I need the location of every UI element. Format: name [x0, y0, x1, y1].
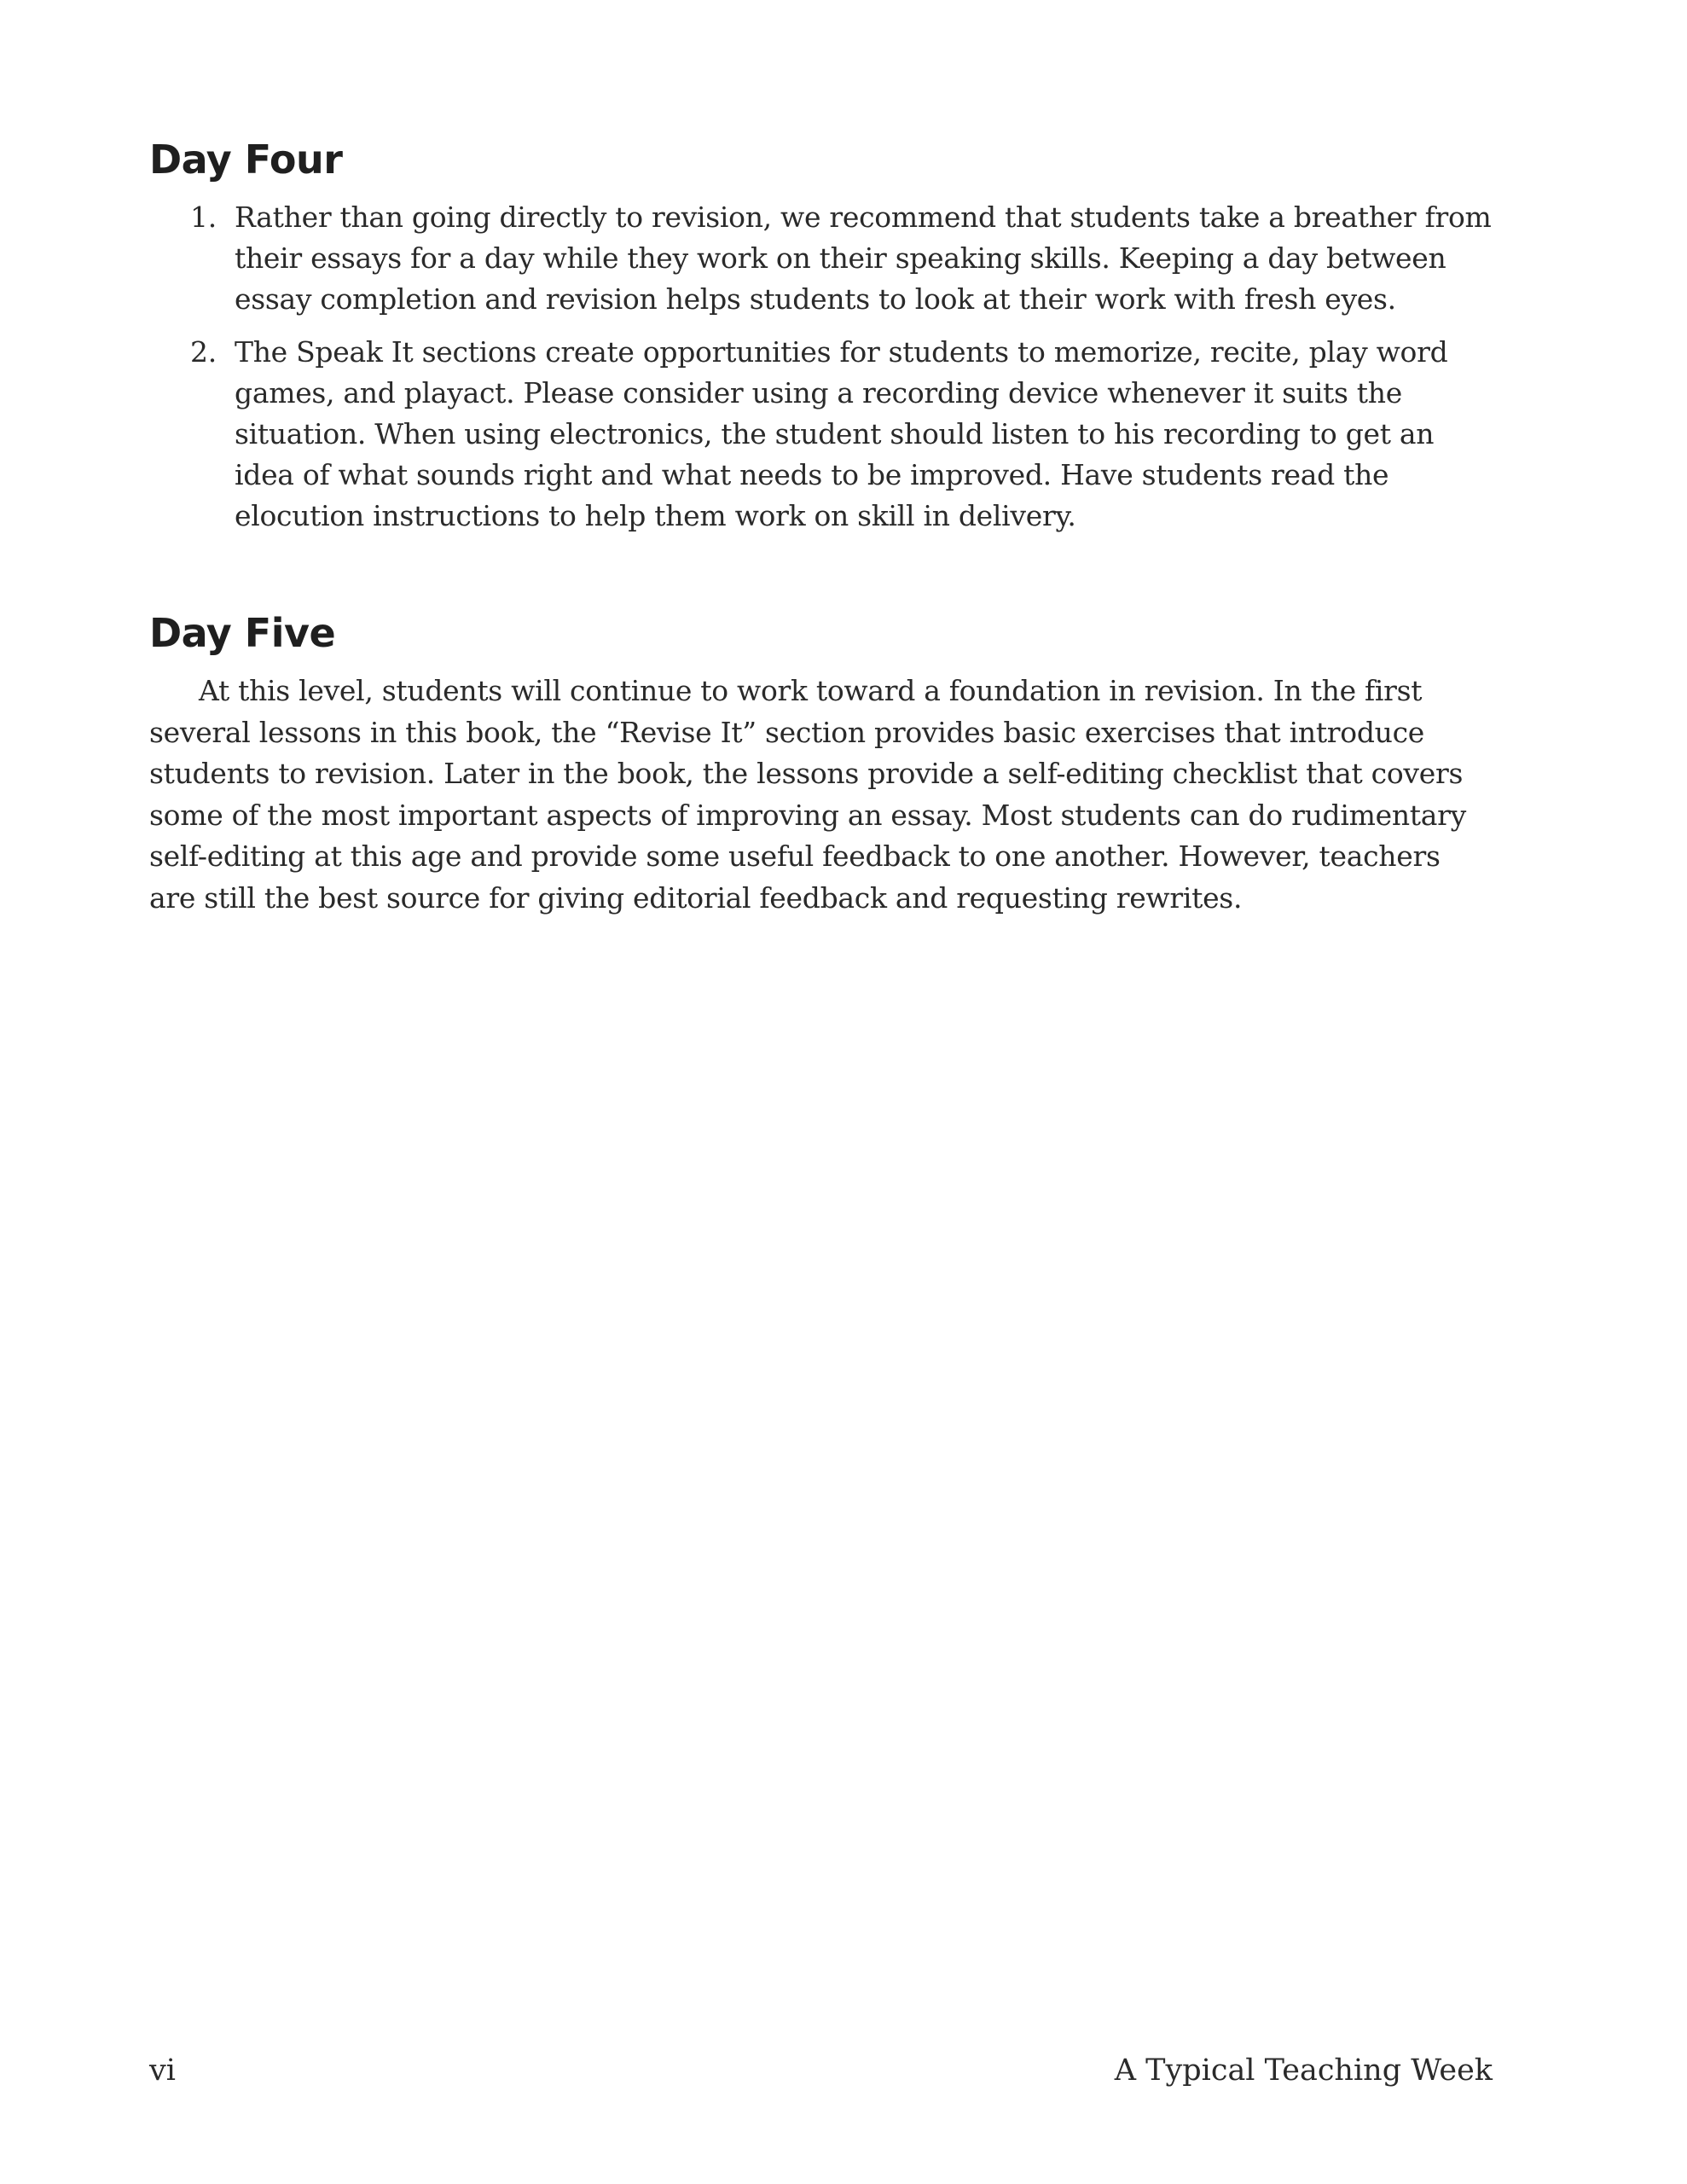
list-item	[190, 332, 1493, 537]
body-paragraph: At this level, students will continue to work toward a foundation in revision. In the first several lessons in this book, the “Revise It” section provides basic exercises that introduce students to revision. Later in the book, the lessons provide a self-editing checklist that covers some of the most important aspects of improving an essay. Most students can do rudimentary self-editing at this age and provide some useful feedback to one another. However, teachers are still the best source for giving editorial feedback and requesting rewrites.	[149, 674, 1466, 915]
list-item-number: 1.	[190, 200, 217, 235]
page-content	[149, 136, 1493, 919]
list-item	[190, 197, 1493, 320]
running-title: A Typical Teaching Week	[1114, 2053, 1493, 2088]
numbered-list	[149, 197, 1493, 537]
section-heading: Day Four	[149, 136, 343, 183]
list-item-number: 2.	[190, 335, 217, 369]
page-number: vi	[149, 2053, 176, 2088]
list-item-text: The Speak It sections create opportunities for students to memorize, recite, play word games, and playact. Please consider using a recording device whenever it suits the situation. When using electronics, the student should listen to his recording to get an idea of what sounds right and what needs to be improved. Have students read the elocution instructions to help them work on skill in delivery.	[235, 335, 1448, 533]
section-day-four	[149, 136, 1493, 537]
section-spacer	[149, 549, 1493, 610]
section-day-five	[149, 610, 1493, 919]
section-heading: Day Five	[149, 610, 336, 657]
list-item-text: Rather than going directly to revision, we recommend that students take a breather from their essays for a day while they work on their speaking skills. Keeping a day between essay completion and revision helps students to look at their work with fresh eyes.	[235, 200, 1492, 317]
